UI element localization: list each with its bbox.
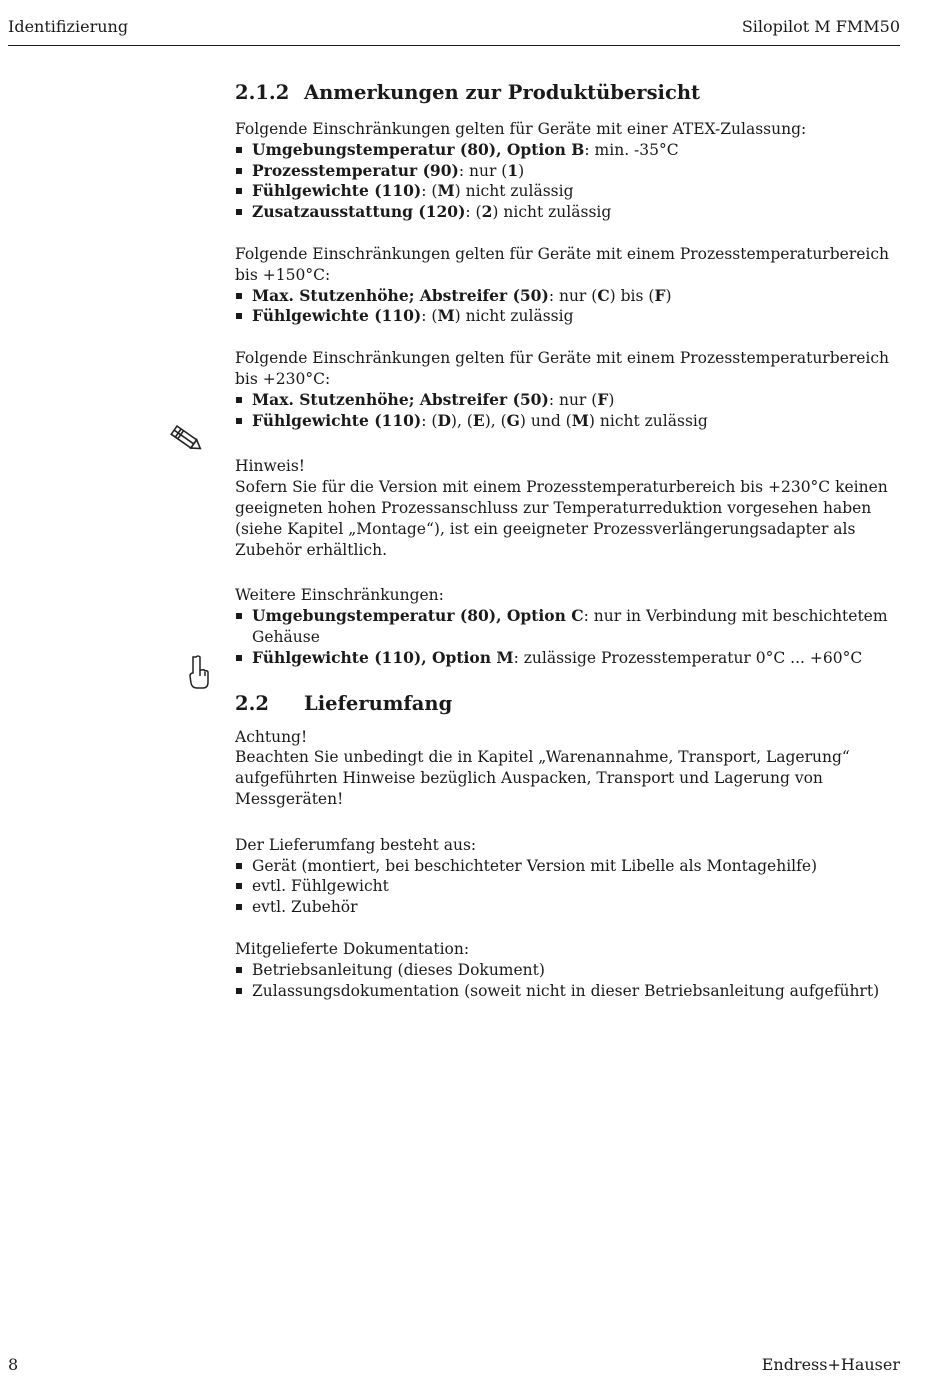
atex-intro: Folgende Einschränkungen gelten für Geräte mit einer ATEX-Zulassung: [235,120,807,138]
brand-name: Endress+Hauser [761,1355,900,1374]
docs-intro: Mitgelieferte Dokumentation: [235,939,470,958]
temp230-intro: Folgende Einschränkungen gelten für Geräte mit einem Prozesstemperaturbereich bis +230°C: [235,349,890,388]
section-number: 2.1.2 [235,81,290,104]
list-item: Fühlgewichte (110), Option M: zulässige Prozesstemperatur 0°C ... +60°C [235,648,895,669]
hint-text: Sofern Sie für die Version mit einem Prozesstemperaturbereich bis +230°C keinen geeigneten hohen Prozessanschluss zur Temperaturreduktion vorgesehen haben (siehe Kapitel „Montage“), ist ein geeigneter Prozessverlängerungsadapter als Zubehör erhältlich. [235,478,888,559]
section-heading-2-1-2 [235,80,895,106]
list-item: Fühlgewichte (110): (D), (E), (G) und (M) nicht zulässig [235,411,895,432]
list-item: Zulassungsdokumentation (soweit nicht in dieser Betriebsanleitung aufgeführt) [235,981,895,1002]
list-item: evtl. Fühlgewicht [235,876,895,897]
list-item: Prozesstemperatur (90): nur (1) [235,161,895,182]
list-item: evtl. Zubehör [235,897,895,918]
list-item: Max. Stutzenhöhe; Abstreifer (50): nur (F) [235,390,895,411]
temp150-list [235,286,895,328]
section-title: Anmerkungen zur Produktübersicht [304,81,701,104]
page-header [8,17,900,46]
section-title: Lieferumfang [304,691,453,715]
page-footer [8,1355,900,1377]
temp150-intro: Folgende Einschränkungen gelten für Geräte mit einem Prozesstemperaturbereich bis +150°C: [235,244,890,284]
scope-list [235,856,895,918]
section-number: 2.2 [235,691,269,715]
pencil-icon [165,422,205,462]
atex-list [235,140,895,223]
section-heading-2-2 [235,691,895,717]
header-section-title: Identifizierung [8,17,129,36]
list-item: Umgebungstemperatur (80), Option C: nur in Verbindung mit beschichtetem Gehäuse [235,606,895,648]
list-item: Fühlgewichte (110): (M) nicht zulässig [235,306,895,327]
further-list [235,606,895,668]
list-item: Betriebsanleitung (dieses Dokument) [235,960,895,981]
temp230-list [235,390,895,432]
further-intro: Weitere Einschränkungen: [235,586,444,605]
page-number: 8 [8,1355,19,1374]
list-item: Zusatzausstattung (120): (2) nicht zulässig [235,202,895,223]
list-item: Max. Stutzenhöhe; Abstreifer (50): nur (C) bis (F) [235,286,895,307]
list-item: Umgebungstemperatur (80), Option B: min. -35°C [235,140,895,161]
caution-text: Beachten Sie unbedingt die in Kapitel „Warenannahme, Transport, Lagerung“ aufgeführten Hinweise bezüglich Auspacken, Transport und Lagerung von Messgeräten! [235,748,850,808]
header-product-name: Silopilot M FMM50 [741,17,900,36]
hint-label: Hinweis! [235,457,306,476]
pointing-hand-icon [186,654,212,696]
list-item: Fühlgewichte (110): (M) nicht zulässig [235,181,895,202]
docs-list [235,960,895,1002]
list-item: Gerät (montiert, bei beschichteter Version mit Libelle als Montagehilfe) [235,856,895,877]
page-content [235,80,895,1001]
caution-label: Achtung! [235,727,308,746]
scope-intro: Der Lieferumfang besteht aus: [235,835,477,854]
